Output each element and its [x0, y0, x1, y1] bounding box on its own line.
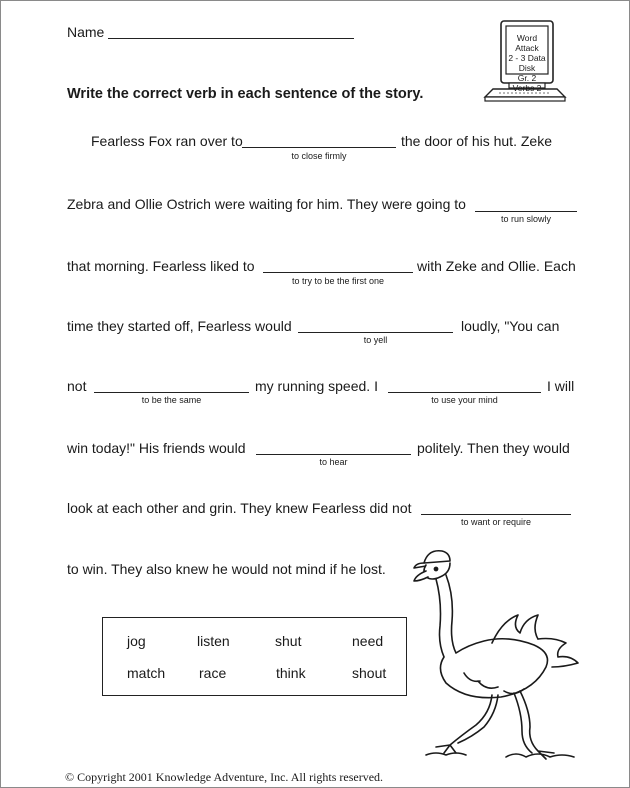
answer-blank-5b[interactable]: [388, 392, 541, 393]
hint-7: to want or require: [460, 517, 532, 527]
name-label: Name: [67, 24, 105, 40]
hint-6: to hear: [319, 457, 348, 467]
story-line-5-end: I will: [547, 378, 575, 394]
story-line-6-end: politely. Then they would: [417, 440, 570, 456]
word-shut: shut: [275, 633, 302, 649]
hint-5a: to be the same: [141, 395, 202, 405]
story-line-3-end: with Zeke and Ollie. Each: [417, 258, 576, 274]
badge-line-3: Gr. 2 Verbs 2: [512, 73, 542, 93]
instruction-heading: Write the correct verb in each sentence of the story.: [67, 86, 424, 102]
answer-blank-5a[interactable]: [94, 392, 249, 393]
badge-line-1: Word Attack: [515, 33, 539, 53]
story-line-7-start: look at each other and grin. They knew Fearless did not: [67, 500, 412, 516]
answer-blank-4[interactable]: [298, 332, 453, 333]
story-line-2-start: Zebra and Ollie Ostrich were waiting for him. They were going to: [67, 196, 466, 212]
story-line-1-start: Fearless Fox ran over to: [91, 133, 243, 149]
word-match: match: [127, 665, 166, 681]
story-line-4-end: loudly, "You can: [461, 318, 560, 334]
word-jog: jog: [127, 633, 146, 649]
copyright-notice: © Copyright 2001 Knowledge Adventure, Inc. All rights reserved.: [65, 770, 384, 784]
hint-3: to try to be the first one: [291, 276, 385, 286]
name-blank[interactable]: [108, 38, 354, 39]
computer-screen-label: [506, 33, 548, 93]
answer-blank-2[interactable]: [475, 211, 577, 212]
story-line-4-start: time they started off, Fearless would: [67, 318, 292, 334]
answer-blank-3[interactable]: [263, 272, 413, 273]
word-need: need: [352, 633, 384, 649]
story-line-8: to win. They also knew he would not mind if he lost.: [67, 561, 386, 577]
word-listen: listen: [197, 633, 230, 649]
story-line-5-start: not: [67, 378, 87, 394]
word-think: think: [276, 665, 306, 681]
story-line-5-middle: my running speed. I: [255, 378, 378, 394]
badge-line-2: 2 - 3 Data Disk: [508, 53, 546, 73]
answer-blank-1[interactable]: [242, 147, 396, 148]
story-line-6-start: win today!" His friends would: [67, 440, 246, 456]
hint-2: to run slowly: [500, 214, 552, 224]
answer-blank-7[interactable]: [421, 514, 571, 515]
hint-5b: to use your mind: [431, 395, 498, 405]
hint-1: to close firmly: [291, 151, 347, 161]
story-line-1-end: the door of his hut. Zeke: [401, 133, 552, 149]
answer-blank-6[interactable]: [256, 454, 411, 455]
word-bank: [102, 617, 407, 696]
story-line-3-start: that morning. Fearless liked to: [67, 258, 255, 274]
hint-4: to yell: [363, 335, 388, 345]
word-shout: shout: [352, 665, 387, 681]
word-race: race: [199, 665, 227, 681]
ostrich-illustration: [406, 541, 601, 766]
